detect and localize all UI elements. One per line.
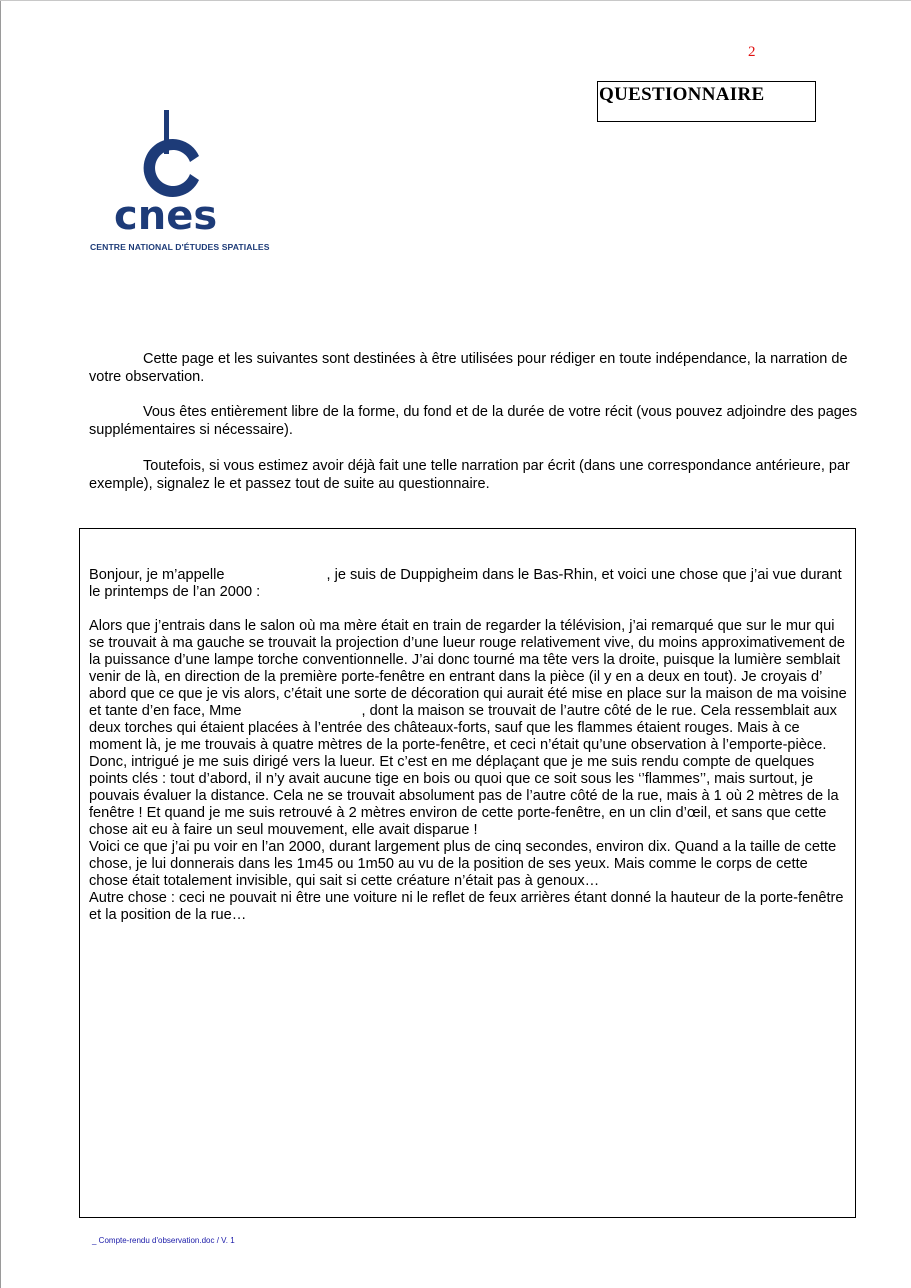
cnes-logo xyxy=(86,108,256,258)
page-border-top xyxy=(0,0,911,1)
observation-paragraph-1: Alors que j’entrais dans le salon où ma mère était en train de regarder la télévision, j’ai remarqué que sur le mur qui se trouvait à ma gauche se trouvait la projection d’une lueur rouge relativement vive, du moins approximativement de la puissance d’une lampe torche conventionnelle. J’ai donc tourné ma tête vers la droite, puisque la lumière semblait venir de là, en direction de la première porte-fenêtre en entrant dans la pièce (il y en a deux en tout). Je croyais d’ abord que ce que je vis alors, c’était une sorte de décoration qui aurait été mise en place sur la maison de ma voisine et tante d’en face, Mme , dont la maison se trouvait de l’autre côté de le rue. Cela ressemblait aux deux torches qui étaient placées à l’entrée des châteaux-forts, sauf que les flammes étaient rouges. Mais à ce moment là, je me trouvais à quatre mètres de la porte-fenêtre, et ceci n’était qu’une observation à l’emporte-pièce. Donc, intrigué je me suis dirigé vers la lueur. Et c’est en me déplaçant que je me suis rendu compte de quelques points clés : tout d’abord, il n’y avait aucune tige en bois ou quoi que ce soit sous les ‘’flammes’’, mais surtout, je pouvais évaluer la distance. Cela ne se trouvait absolument pas de l’autre côté de la rue, mais à 1 où 2 mètres de la fenêtre ! Et quand je me suis retrouvé à 2 mètres environ de cette porte-fenêtre, en un clin d’œil, et sans que cette chose ait eu à faire un seul mouvement, elle avait disparue ! xyxy=(89,618,847,838)
emblem-crescent xyxy=(144,139,199,197)
intro-paragraph-2: Vous êtes entièrement libre de la forme, du fond et de la durée de votre récit (vous pouvez adjoindre des pages supplémentaires si nécessaire). xyxy=(89,404,858,438)
observation-text xyxy=(89,567,849,924)
page-number: 2 xyxy=(748,44,756,60)
intro-paragraph-3: Toutefois, si vous estimez avoir déjà fait une telle narration par écrit (dans une correspondance antérieure, par exemple), signalez le et passez tout de suite au questionnaire. xyxy=(89,458,850,492)
footer-filename: _ Compte-rendu d'observation.doc / V. 1 xyxy=(92,1236,235,1245)
observation-box xyxy=(79,528,856,1218)
questionnaire-title: QUESTIONNAIRE xyxy=(599,84,765,105)
cnes-emblem xyxy=(144,110,199,197)
page-border-left xyxy=(0,0,1,1288)
intro-paragraph-1: Cette page et les suivantes sont destinées à être utilisées pour rédiger en toute indépendance, la narration de votre observation. xyxy=(89,351,848,385)
cnes-wordmark: cnes xyxy=(114,193,218,239)
logo-caption: CENTRE NATIONAL D'ÉTUDES SPATIALES xyxy=(90,242,270,252)
questionnaire-box xyxy=(597,81,816,122)
observation-paragraph-2: Voici ce que j’ai pu voir en l’an 2000, durant largement plus de cinq secondes, environ dix. Quand a la taille de cette chose, je lui donnerais dans les 1m45 ou 1m50 au vu de la position de ses yeux. Mais comme le corps de cette chose était totalement invisible, qui sait si cette créature n’était pas à genoux… xyxy=(89,839,837,889)
observation-paragraph-3: Autre chose : ceci ne pouvait ni être une voiture ni le reflet de feux arrières étant donné la hauteur de la porte-fenêtre et la position de la rue… xyxy=(89,890,844,923)
observation-greeting: Bonjour, je m’appelle , je suis de Duppigheim dans le Bas-Rhin, et voici une chose que j’ai vue durant le printemps de l’an 2000 : xyxy=(89,567,842,600)
